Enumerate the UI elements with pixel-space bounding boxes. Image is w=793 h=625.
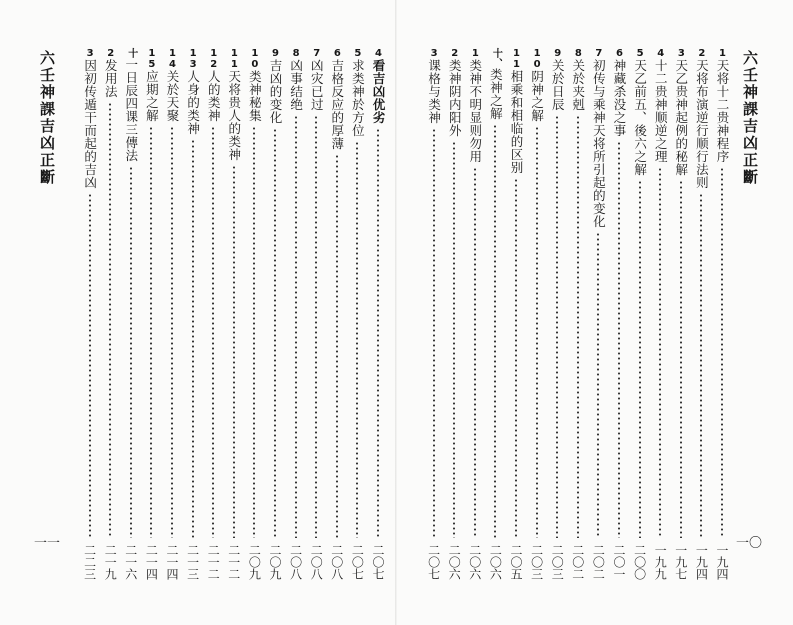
toc-page-number: 一九四	[694, 544, 709, 580]
dot-leader	[515, 178, 517, 538]
toc-entry-title: 类神不明显则勿用	[467, 59, 483, 163]
dot-leader	[433, 128, 435, 538]
toc-entry-number: 9	[270, 48, 281, 59]
dot-leader	[192, 139, 194, 538]
toc-page-number: 一九四	[715, 544, 729, 580]
toc-entry[interactable]	[486, 48, 504, 120]
dot-leader	[639, 180, 641, 538]
toc-page-number: 一九七	[673, 544, 688, 580]
toc-entry[interactable]	[507, 48, 525, 174]
toc-entry-number: 6	[614, 48, 625, 59]
dot-leader	[89, 193, 91, 538]
toc-entry-title: 阴神之解	[529, 70, 545, 122]
toc-entry[interactable]	[548, 48, 566, 111]
toc-entry-number: 7	[593, 48, 605, 59]
dot-leader	[356, 141, 358, 538]
toc-page-number: 二〇五	[509, 544, 523, 580]
dot-leader	[536, 126, 538, 538]
toc-page-number: 二〇八	[309, 544, 324, 580]
toc-page-number: 二一六	[123, 544, 138, 580]
toc-entry[interactable]	[466, 48, 484, 163]
toc-page-number: 二〇九	[247, 544, 262, 580]
dot-leader	[659, 167, 661, 538]
toc-entry-title: 类神秘集	[247, 70, 263, 122]
toc-page-number: 二〇八	[329, 544, 344, 580]
toc-page-number: 二〇七	[350, 544, 365, 580]
dot-leader	[212, 126, 214, 538]
toc-entry[interactable]	[204, 48, 222, 122]
toc-entry-title: 初传与乘神天将所引起的变化	[591, 59, 607, 228]
dot-leader	[577, 115, 579, 538]
toc-entry-number: 十、	[490, 48, 502, 68]
toc-entry-number: 10	[249, 48, 261, 70]
toc-page-number: 二二三	[82, 544, 97, 580]
toc-page-number: 一九九	[653, 544, 668, 580]
toc-entry-number: 2	[105, 48, 117, 59]
toc-entry-number: 7	[311, 48, 323, 59]
toc-entry-number: 3	[428, 48, 440, 59]
folio-left: 一一	[34, 536, 61, 551]
toc-entry-title: 十二贵神顺逆之理	[653, 59, 669, 163]
toc-entry-title: 类神阴内阳外	[447, 59, 463, 137]
toc-entry-number: 11	[228, 48, 240, 70]
dot-leader	[618, 141, 620, 538]
toc-entry[interactable]	[122, 48, 140, 162]
dot-leader	[315, 115, 317, 538]
toc-entry-title: 凶事结绝	[288, 59, 304, 111]
toc-entry-number: 4	[655, 48, 667, 59]
book-title: 六壬神課吉凶正斷	[741, 50, 759, 186]
toc-entry[interactable]	[163, 48, 181, 122]
toc-entry-number: 10	[531, 48, 543, 70]
toc-page-number: 二〇八	[288, 544, 303, 580]
toc-entry-title: 发用法	[103, 59, 119, 98]
dot-leader	[336, 154, 338, 538]
toc-page-number: 二〇六	[447, 544, 462, 580]
dot-leader	[109, 102, 111, 538]
toc-entry[interactable]	[610, 48, 628, 137]
toc-entry[interactable]	[142, 48, 160, 122]
toc-entry-number: 3	[84, 48, 96, 59]
toc-entry[interactable]	[348, 48, 366, 137]
toc-entry[interactable]	[225, 48, 243, 161]
left-page	[0, 0, 396, 625]
dot-leader	[253, 126, 255, 538]
toc-entry-title: 人身的类神	[185, 70, 201, 135]
dot-leader	[274, 128, 276, 538]
toc-entry[interactable]	[369, 48, 387, 124]
toc-entry-title: 一日辰四课三傳法	[123, 58, 139, 162]
toc-page-number: 二〇三	[529, 544, 544, 580]
toc-page-number: 二一四	[165, 544, 179, 580]
toc-entry-title: 关於日辰	[550, 59, 566, 111]
toc-entry-number: 十	[125, 48, 137, 58]
toc-entry-number: 5	[352, 48, 364, 59]
toc-entry-title: 吉凶的变化	[268, 59, 283, 124]
toc-entry[interactable]	[569, 48, 587, 111]
folio-right: 一〇	[736, 536, 763, 551]
book-spine	[395, 0, 397, 625]
toc-entry-number: 2	[449, 48, 461, 59]
toc-entry-title: 因初传遁干而起的吉凶	[82, 59, 98, 189]
toc-entry-number: 1	[469, 48, 481, 59]
dot-leader	[597, 232, 599, 538]
toc-page-number: 二〇三	[550, 544, 565, 580]
toc-entry-title: 求类神於方位	[350, 59, 366, 137]
book-title-left: 六壬神課吉凶正斷	[38, 50, 56, 186]
dot-leader	[377, 128, 379, 538]
toc-entry-title: 凶灾已过	[309, 59, 325, 111]
toc-entry[interactable]	[445, 48, 463, 137]
toc-entry-number: 4	[373, 48, 384, 59]
toc-entry-title: 天将十二贵神程序	[715, 59, 730, 163]
toc-entry-number: 6	[331, 48, 343, 59]
toc-entry-title: 天乙前五、後六之解	[632, 59, 648, 176]
toc-entry[interactable]	[651, 48, 669, 163]
toc-entry[interactable]	[328, 48, 346, 150]
dot-leader	[453, 141, 455, 538]
toc-entry[interactable]	[425, 48, 443, 124]
toc-entry-title: 类神之解	[488, 68, 504, 120]
toc-entry[interactable]	[81, 48, 99, 189]
toc-page-number: 二〇六	[467, 544, 482, 580]
dot-leader	[130, 166, 132, 538]
toc-entry-number: 11	[511, 48, 522, 70]
toc-entry-number: 12	[208, 48, 220, 70]
toc-page-number: 二一九	[103, 544, 118, 580]
toc-page-number: 二〇七	[371, 544, 385, 580]
dot-leader	[700, 193, 702, 538]
toc-entry-title: 天将贵人的类神	[226, 70, 242, 161]
toc-page-number: 二〇〇	[632, 544, 647, 580]
toc-page-number: 二一二	[206, 544, 221, 580]
toc-entry-number: 5	[634, 48, 646, 59]
toc-entry-title: 神藏杀没之事	[612, 59, 627, 137]
toc-entry[interactable]	[245, 48, 263, 122]
toc-entry[interactable]	[528, 48, 546, 122]
dot-leader	[494, 124, 496, 538]
right-page	[397, 0, 793, 625]
dot-leader	[474, 167, 476, 538]
toc-entry-title: 吉格反应的厚薄	[329, 59, 345, 150]
dot-leader	[295, 115, 297, 538]
toc-page-number: 二〇一	[612, 544, 626, 580]
toc-entry[interactable]	[287, 48, 305, 111]
dot-leader	[233, 165, 235, 538]
dot-leader	[150, 126, 152, 538]
toc-page-number: 二一四	[144, 544, 159, 580]
toc-entry-title: 应期之解	[144, 70, 160, 122]
toc-entry-title: 关於天聚	[165, 70, 180, 122]
toc-entry-title: 人的类神	[206, 70, 222, 122]
toc-entry-title: 课格与类神	[426, 59, 442, 124]
toc-entry-title: 天将布演逆行顺行法则	[694, 59, 710, 189]
toc-page-number: 二〇九	[268, 544, 282, 580]
dot-leader	[721, 167, 723, 538]
toc-entry-title: 看吉凶优劣	[371, 59, 386, 124]
toc-entry[interactable]	[672, 48, 690, 176]
toc-entry-number: 9	[552, 48, 564, 59]
toc-page-number: 二〇二	[570, 544, 585, 580]
toc-entry[interactable]	[307, 48, 325, 111]
toc-page-number: 二一二	[226, 544, 241, 580]
toc-page-number: 二〇七	[426, 544, 441, 580]
toc-entry-number: 8	[290, 48, 302, 59]
toc-entry[interactable]	[101, 48, 119, 98]
toc-entry[interactable]	[184, 48, 202, 135]
dot-leader	[556, 115, 558, 538]
dot-leader	[680, 180, 682, 538]
toc-entry-number: 3	[675, 48, 687, 59]
dot-leader	[171, 126, 173, 538]
toc-entry-title: 关於夹剋	[570, 59, 586, 111]
toc-entry-number: 14	[167, 48, 178, 70]
toc-page-number: 二〇六	[488, 544, 503, 580]
toc-entry-number: 13	[187, 48, 199, 70]
toc-entry[interactable]	[266, 48, 284, 124]
toc-entry-title: 天乙贵神起例的秘解	[673, 59, 689, 176]
toc-entry-number: 1	[717, 48, 728, 59]
toc-page-number: 二〇二	[591, 544, 606, 580]
toc-entry-number: 15	[146, 48, 158, 70]
toc-entry-title: 相乘和相临的区别	[509, 70, 524, 174]
toc-entry[interactable]	[631, 48, 649, 176]
toc-entry-number: 8	[572, 48, 584, 59]
toc-entry[interactable]	[692, 48, 710, 189]
toc-entry-number: 2	[696, 48, 708, 59]
toc-page-number: 二一三	[185, 544, 200, 580]
toc-entry[interactable]	[713, 48, 731, 163]
toc-entry[interactable]	[589, 48, 607, 228]
